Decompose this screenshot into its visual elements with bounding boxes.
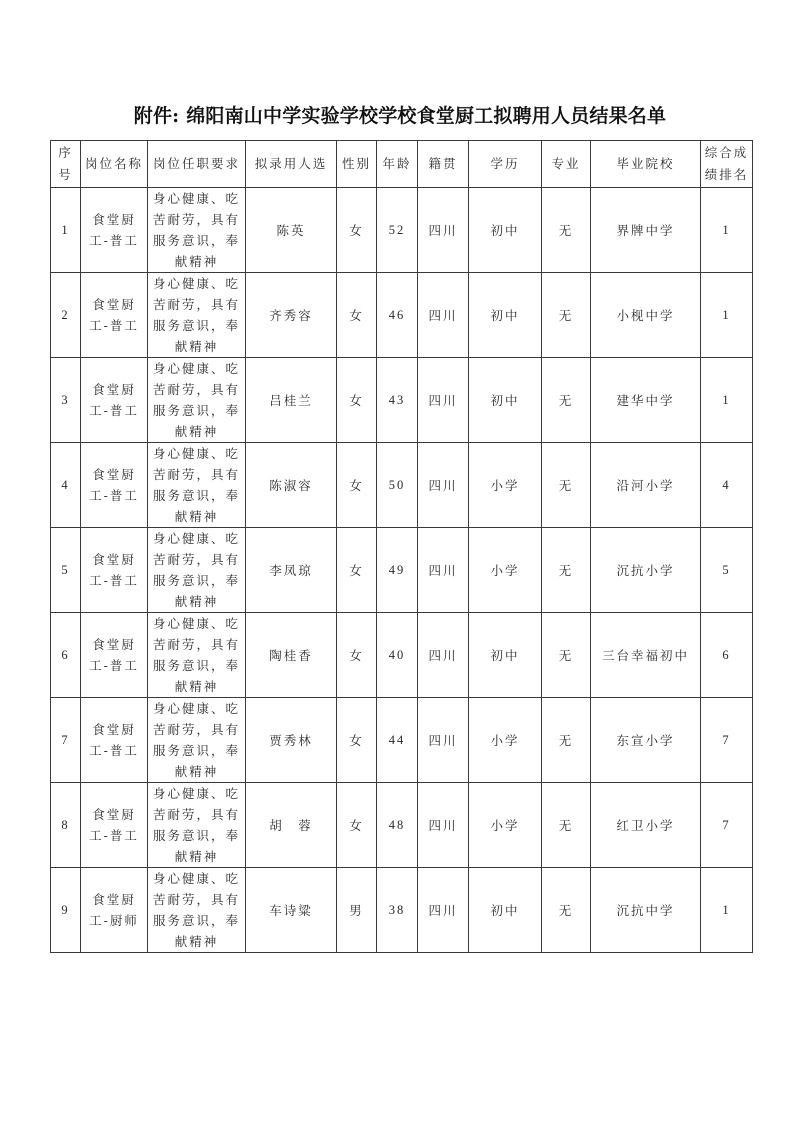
header-rank: 综合成绩排名	[701, 141, 753, 188]
cell-requirement: 身心健康、吃苦耐劳，具有服务意识，奉献精神	[148, 783, 246, 868]
table-header-row	[51, 141, 753, 188]
cell-requirement: 身心健康、吃苦耐劳，具有服务意识，奉献精神	[148, 528, 246, 613]
cell-major: 无	[542, 698, 591, 783]
cell-position: 食堂厨工-普工	[81, 613, 148, 698]
header-education: 学历	[469, 141, 542, 188]
cell-name: 吕桂兰	[246, 358, 337, 443]
cell-school: 小枧中学	[591, 273, 701, 358]
cell-index: 8	[51, 783, 81, 868]
cell-school: 红卫小学	[591, 783, 701, 868]
cell-index: 6	[51, 613, 81, 698]
cell-requirement: 身心健康、吃苦耐劳，具有服务意识，奉献精神	[148, 868, 246, 953]
cell-education: 小学	[469, 528, 542, 613]
table-row	[51, 613, 753, 698]
cell-gender: 男	[337, 868, 377, 953]
cell-position: 食堂厨工-普工	[81, 698, 148, 783]
cell-rank: 7	[701, 698, 753, 783]
cell-education: 小学	[469, 783, 542, 868]
cell-rank: 6	[701, 613, 753, 698]
cell-origin: 四川	[418, 358, 469, 443]
cell-origin: 四川	[418, 188, 469, 273]
cell-origin: 四川	[418, 528, 469, 613]
cell-age: 38	[377, 868, 418, 953]
cell-requirement: 身心健康、吃苦耐劳，具有服务意识，奉献精神	[148, 358, 246, 443]
table-row	[51, 273, 753, 358]
cell-gender: 女	[337, 358, 377, 443]
cell-position: 食堂厨工-普工	[81, 783, 148, 868]
cell-requirement: 身心健康、吃苦耐劳，具有服务意识，奉献精神	[148, 613, 246, 698]
cell-age: 48	[377, 783, 418, 868]
cell-major: 无	[542, 358, 591, 443]
cell-education: 初中	[469, 273, 542, 358]
cell-index: 1	[51, 188, 81, 273]
cell-school: 建华中学	[591, 358, 701, 443]
cell-education: 初中	[469, 358, 542, 443]
cell-index: 5	[51, 528, 81, 613]
cell-education: 初中	[469, 613, 542, 698]
cell-rank: 1	[701, 358, 753, 443]
cell-gender: 女	[337, 698, 377, 783]
cell-school: 界牌中学	[591, 188, 701, 273]
cell-major: 无	[542, 188, 591, 273]
cell-requirement: 身心健康、吃苦耐劳，具有服务意识，奉献精神	[148, 443, 246, 528]
header-major: 专业	[542, 141, 591, 188]
cell-rank: 1	[701, 868, 753, 953]
cell-origin: 四川	[418, 443, 469, 528]
cell-education: 小学	[469, 443, 542, 528]
header-school: 毕业院校	[591, 141, 701, 188]
table-row	[51, 358, 753, 443]
cell-major: 无	[542, 613, 591, 698]
cell-requirement: 身心健康、吃苦耐劳，具有服务意识，奉献精神	[148, 273, 246, 358]
cell-gender: 女	[337, 443, 377, 528]
header-origin: 籍贯	[418, 141, 469, 188]
cell-gender: 女	[337, 273, 377, 358]
cell-position: 食堂厨工-普工	[81, 358, 148, 443]
cell-age: 52	[377, 188, 418, 273]
table-row	[51, 698, 753, 783]
header-age: 年龄	[377, 141, 418, 188]
cell-major: 无	[542, 273, 591, 358]
cell-name: 齐秀容	[246, 273, 337, 358]
cell-index: 3	[51, 358, 81, 443]
cell-education: 小学	[469, 698, 542, 783]
header-position: 岗位名称	[81, 141, 148, 188]
cell-index: 9	[51, 868, 81, 953]
cell-position: 食堂厨工-普工	[81, 273, 148, 358]
cell-age: 49	[377, 528, 418, 613]
cell-index: 2	[51, 273, 81, 358]
table-row	[51, 783, 753, 868]
cell-education: 初中	[469, 868, 542, 953]
cell-major: 无	[542, 443, 591, 528]
cell-age: 40	[377, 613, 418, 698]
cell-position: 食堂厨工-普工	[81, 188, 148, 273]
header-gender: 性别	[337, 141, 377, 188]
cell-major: 无	[542, 868, 591, 953]
cell-major: 无	[542, 783, 591, 868]
table-row	[51, 443, 753, 528]
cell-name: 陈英	[246, 188, 337, 273]
cell-index: 4	[51, 443, 81, 528]
cell-school: 沿河小学	[591, 443, 701, 528]
cell-rank: 5	[701, 528, 753, 613]
cell-origin: 四川	[418, 613, 469, 698]
table-row	[51, 868, 753, 953]
cell-age: 44	[377, 698, 418, 783]
page-title: 附件: 绵阳南山中学实验学校学校食堂厨工拟聘用人员结果名单	[133, 105, 667, 127]
header-index: 序号	[51, 141, 81, 188]
cell-name: 胡 蓉	[246, 783, 337, 868]
cell-age: 43	[377, 358, 418, 443]
cell-position: 食堂厨工-普工	[81, 443, 148, 528]
header-name: 拟录用人选	[246, 141, 337, 188]
cell-name: 贾秀林	[246, 698, 337, 783]
cell-major: 无	[542, 528, 591, 613]
cell-requirement: 身心健康、吃苦耐劳，具有服务意识，奉献精神	[148, 698, 246, 783]
cell-school: 沉抗中学	[591, 868, 701, 953]
cell-age: 50	[377, 443, 418, 528]
cell-gender: 女	[337, 528, 377, 613]
cell-name: 李凤琼	[246, 528, 337, 613]
cell-school: 三台幸福初中	[591, 613, 701, 698]
hiring-results-table	[50, 140, 753, 953]
cell-position: 食堂厨工-普工	[81, 528, 148, 613]
cell-rank: 7	[701, 783, 753, 868]
cell-name: 车诗粱	[246, 868, 337, 953]
cell-education: 初中	[469, 188, 542, 273]
cell-gender: 女	[337, 783, 377, 868]
cell-age: 46	[377, 273, 418, 358]
cell-school: 东宣小学	[591, 698, 701, 783]
table-row	[51, 528, 753, 613]
cell-origin: 四川	[418, 783, 469, 868]
cell-requirement: 身心健康、吃苦耐劳，具有服务意识，奉献精神	[148, 188, 246, 273]
header-requirement: 岗位任职要求	[148, 141, 246, 188]
cell-rank: 1	[701, 273, 753, 358]
cell-position: 食堂厨工-厨师	[81, 868, 148, 953]
table-row	[51, 188, 753, 273]
cell-gender: 女	[337, 188, 377, 273]
cell-name: 陶桂香	[246, 613, 337, 698]
cell-origin: 四川	[418, 868, 469, 953]
cell-rank: 4	[701, 443, 753, 528]
cell-origin: 四川	[418, 273, 469, 358]
cell-rank: 1	[701, 188, 753, 273]
cell-index: 7	[51, 698, 81, 783]
cell-gender: 女	[337, 613, 377, 698]
cell-school: 沉抗小学	[591, 528, 701, 613]
cell-name: 陈淑容	[246, 443, 337, 528]
cell-origin: 四川	[418, 698, 469, 783]
